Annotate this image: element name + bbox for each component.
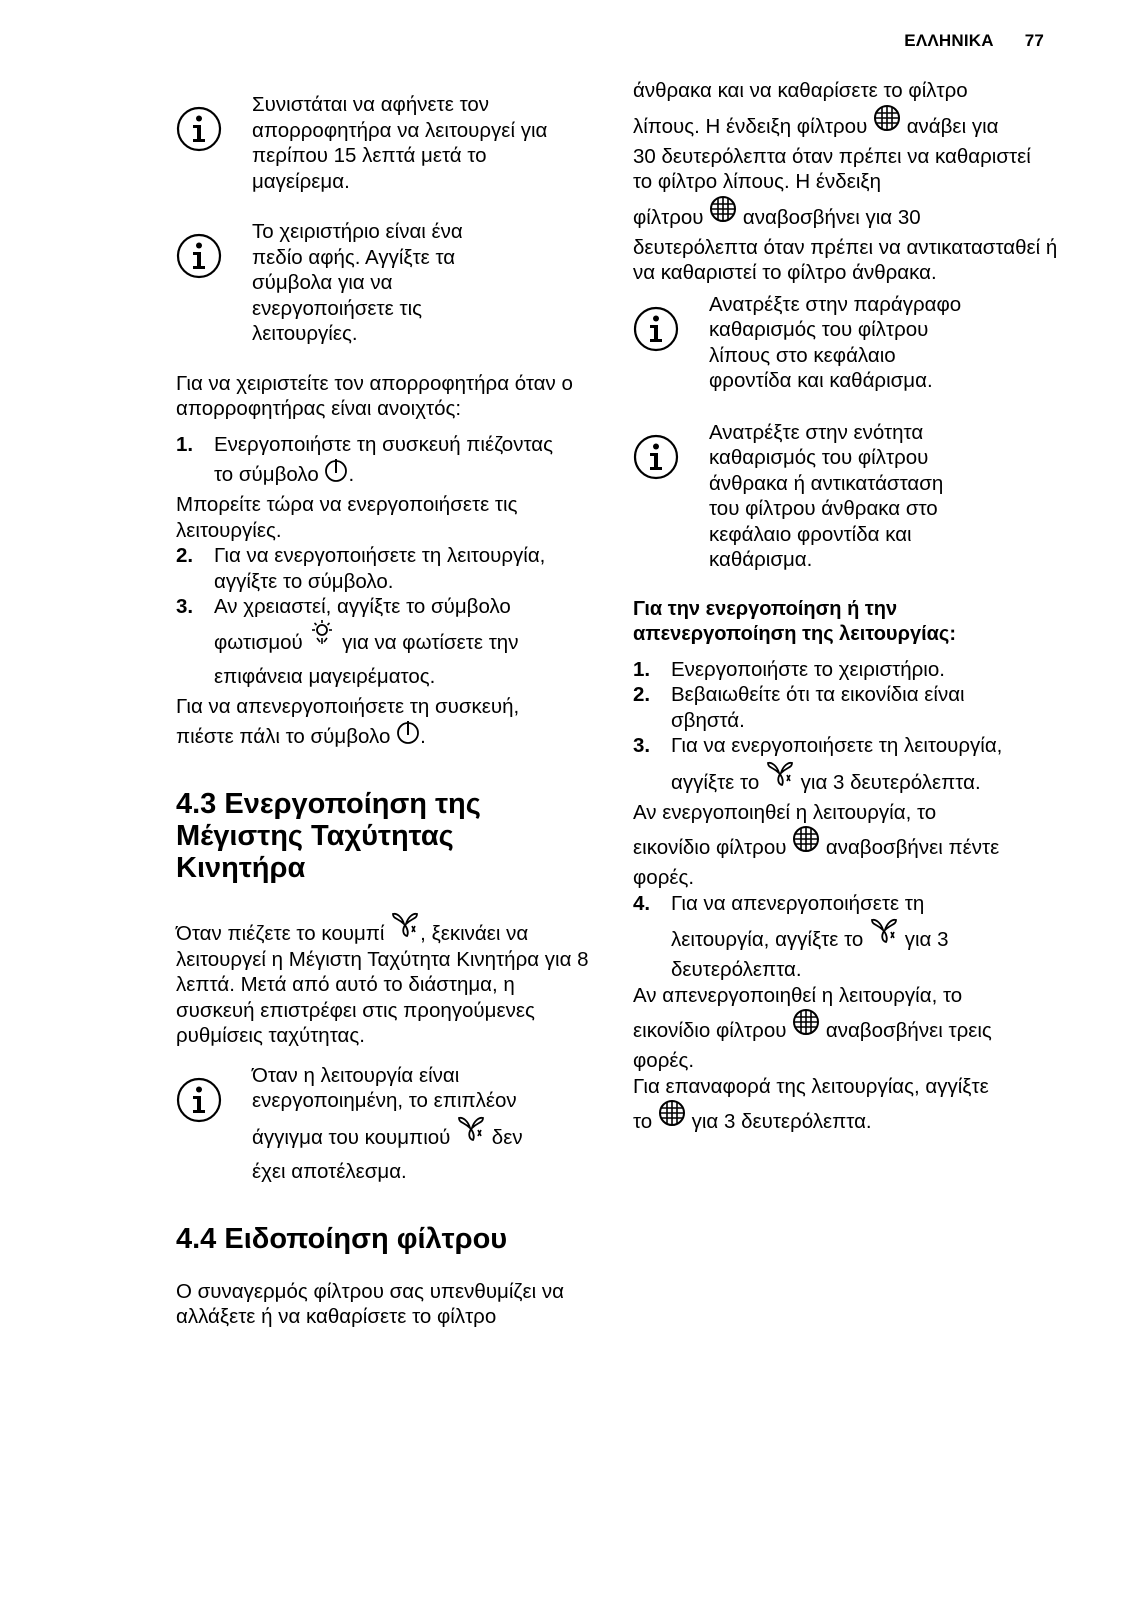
- note-line: δεν έχει αποτέλεσμα.: [252, 1125, 523, 1183]
- punctuation: .: [420, 725, 426, 748]
- paragraph-text: φορές.: [633, 866, 695, 889]
- step-2: [633, 682, 1063, 733]
- section-4-4-text: Ο συναγερμός φίλτρου σας υπενθυμίζει να αλλάξετε ή να καθαρίσετε το φίλτρο: [176, 1279, 564, 1328]
- operation-intro: Για να χειριστείτε τον απορροφητήρα όταν ο απορροφητήρας είναι ανοιχτός:: [176, 371, 573, 420]
- paragraph-text: φίλτρου: [633, 205, 704, 229]
- step-text: Βεβαιωθείτε ότι τα εικονίδια είναι σβηστά.: [671, 683, 965, 732]
- header-language: ΕΛΛΗΝΙΚΑ: [904, 31, 994, 50]
- punctuation: .: [348, 463, 355, 486]
- step-number: 4.: [633, 891, 651, 915]
- paragraph-text: Αν ενεργοποιηθεί η λειτουργία, το: [633, 800, 937, 824]
- paragraph-text: εικονίδιο φίλτρου: [633, 836, 787, 859]
- info-note-carbon-filter: [633, 420, 1063, 573]
- after-step-1: Μπορείτε τώρα να ενεργοποιήσετε τις λειτουργίες.: [176, 493, 518, 542]
- paragraph-text: , ξεκινάει να λειτουργεί η Μέγιστη Ταχύτητα Κινητήρα για 8 λεπτά. Μετά από αυτό το διάστημα, η συσκευή επιστρέφει στις προηγούμενες ρυθμίσεις ταχύτητας.: [176, 922, 589, 1047]
- operation-steps: [176, 432, 596, 493]
- paragraph-text: το: [633, 1110, 653, 1133]
- step-number: 3.: [176, 595, 194, 618]
- filter-icon: [792, 825, 820, 853]
- paragraph-text: φορές.: [633, 1049, 695, 1072]
- step-number: 3.: [633, 734, 651, 757]
- page-header: [904, 28, 1044, 54]
- step-number: 2.: [633, 683, 651, 706]
- step-1: [176, 432, 596, 493]
- light-icon: [308, 620, 336, 646]
- step-number: 2.: [176, 544, 194, 567]
- left-column: [176, 78, 596, 1330]
- page-number: 77: [1024, 31, 1044, 50]
- paragraph-text: αναβοσβήνει τρεις: [825, 1019, 992, 1042]
- filter-indicator-text: [633, 78, 1063, 286]
- note-text: Ανατρέξτε στην παράγραφο καθαρισμός του φίλτρου λίπους στο κεφάλαιο φροντίδα και καθάρισμα.: [709, 292, 962, 392]
- step-text: Για να ενεργοποιήσετε τη λειτουργία,: [671, 734, 1003, 757]
- toggle-steps-continued: [633, 891, 1063, 983]
- step-text: δευτερόλεπτα.: [671, 958, 802, 981]
- step-text: λειτουργία, αγγίξτε το: [671, 928, 864, 951]
- step-text: το σύμβολο: [214, 463, 319, 486]
- section-heading-4-4: 4.4 Ειδοποίηση φίλτρου: [176, 1222, 508, 1255]
- reset-text: [633, 1074, 1063, 1140]
- filter-icon: [709, 195, 737, 223]
- info-icon: [633, 306, 679, 352]
- paragraph-text: Για επαναφορά της λειτουργίας, αγγίξτε: [633, 1074, 989, 1098]
- note-text: Συνιστάται να αφήνετε τον απορροφητήρα να λειτουργεί για περίπου 15 λεπτά μετά το μαγείρεμα.: [252, 93, 548, 193]
- paragraph-text: Όταν πιέζετε το κουμπί: [176, 922, 385, 945]
- section-4-3-text: [176, 910, 596, 1049]
- paragraph-text: αναβοσβήνει πέντε: [825, 836, 1000, 859]
- info-icon: [176, 106, 222, 152]
- step-number: 1.: [176, 432, 194, 456]
- boost-fan-icon: [390, 910, 420, 938]
- step-3: [176, 594, 596, 694]
- switch-off-line: Για να απενεργοποιήσετε τη συσκευή,: [176, 694, 520, 718]
- info-note-grease-filter: [633, 292, 1063, 394]
- after-step-4: [633, 983, 1063, 1074]
- filter-icon: [792, 1008, 820, 1036]
- operation-steps-continued: [176, 543, 596, 694]
- paragraph-text: Αν απενεργοποιηθεί η λειτουργία, το: [633, 983, 963, 1007]
- right-column: [633, 78, 1063, 1139]
- info-icon: [633, 434, 679, 480]
- step-2: [176, 543, 596, 594]
- paragraph-text: δευτερόλεπτα όταν πρέπει να αντικατασταθεί ή να καθαριστεί το φίλτρο άνθρακα.: [633, 235, 1058, 284]
- step-text: για να φωτίσετε την επιφάνεια μαγειρέματος.: [214, 630, 519, 688]
- note-text: Ανατρέξτε στην ενότητα καθαρισμός του φίλτρου άνθρακα ή αντικατάσταση του φίλτρου άνθρακα στο κεφάλαιο φροντίδα και καθάρισμα.: [709, 420, 944, 571]
- power-icon: [324, 457, 348, 483]
- paragraph-text: λίπους. Η ένδειξη φίλτρου: [633, 114, 868, 138]
- note-text: [252, 1063, 552, 1189]
- step-text: Αν χρειαστεί, αγγίξτε το σύμβολο: [214, 595, 511, 618]
- step-text: Για να ενεργοποιήσετε τη λειτουργία, αγγίξτε το σύμβολο.: [214, 544, 546, 593]
- section-heading-4-3: 4.3 Ενεργοποίηση της Μέγιστης Ταχύτητας Κινητήρα: [176, 788, 481, 884]
- info-note-boost-active: [176, 1063, 596, 1189]
- note-text: Το χειριστήριο είναι ένα πεδίο αφής. Αγγίξτε τα σύμβολα για να ενεργοποιήσετε τις λειτουργίες.: [252, 220, 463, 345]
- paragraph-text: ανάβει για: [906, 114, 999, 138]
- toggle-steps: [633, 657, 1063, 800]
- step-text: Ενεργοποιήστε τη συσκευή πιέζοντας: [214, 432, 553, 456]
- paragraph-text: εικονίδιο φίλτρου: [633, 1019, 787, 1042]
- paragraph-text: αναβοσβήνει για 30: [742, 205, 921, 229]
- filter-icon: [873, 104, 901, 132]
- switch-off-text: [176, 694, 596, 755]
- step-3: [633, 733, 1063, 800]
- info-note-run-after-cooking: [176, 92, 596, 194]
- step-4: [633, 891, 1063, 983]
- step-text: Ενεργοποιήστε το χειριστήριο.: [671, 657, 945, 681]
- step-text: φωτισμού: [214, 630, 303, 654]
- switch-off-line: πιέστε πάλι το σύμβολο: [176, 725, 391, 748]
- boost-fan-icon: [869, 916, 899, 944]
- boost-fan-icon: [456, 1114, 486, 1142]
- paragraph-text: για 3 δευτερόλεπτα.: [691, 1110, 872, 1133]
- note-line: Όταν η λειτουργία είναι ενεργοποιημένη, το επιπλέον: [252, 1063, 517, 1112]
- power-icon: [396, 719, 420, 745]
- info-icon: [176, 233, 222, 279]
- info-note-touch-panel: [176, 219, 596, 347]
- step-1: [633, 657, 1063, 683]
- boost-fan-icon: [765, 759, 795, 787]
- step-text: για 3: [904, 928, 949, 951]
- step-text: Για να απενεργοποιήσετε τη: [671, 891, 925, 915]
- paragraph-text: άνθρακα και να καθαρίσετε το φίλτρο: [633, 79, 968, 102]
- step-text: για 3 δευτερόλεπτα.: [800, 770, 981, 794]
- subheading-toggle-function: Για την ενεργοποίηση ή την απενεργοποίηση της λειτουργίας:: [633, 597, 956, 645]
- after-step-3: [633, 800, 1063, 891]
- note-line: άγγιγμα του κουμπιού: [252, 1125, 451, 1149]
- step-number: 1.: [633, 657, 651, 681]
- info-icon: [176, 1077, 222, 1123]
- paragraph-text: 30 δευτερόλεπτα όταν πρέπει να καθαριστεί το φίλτρο λίπους. Η ένδειξη: [633, 144, 1031, 193]
- step-text: αγγίξτε το: [671, 770, 760, 794]
- filter-icon: [658, 1099, 686, 1127]
